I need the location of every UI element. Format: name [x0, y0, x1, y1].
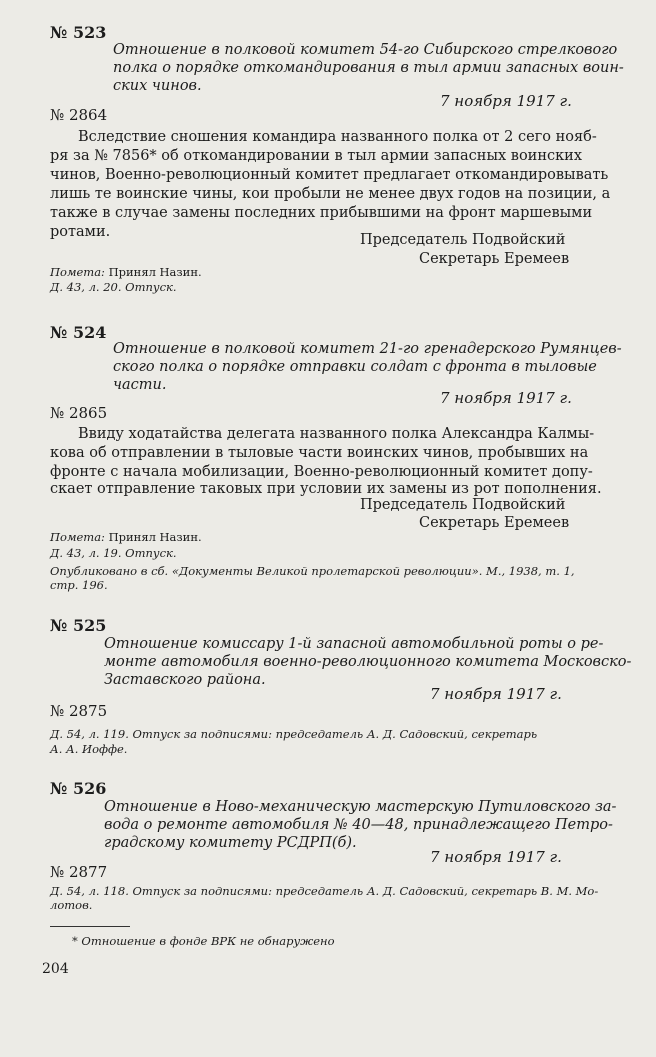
doc-524-date: 7 ноября 1917 г. — [440, 389, 572, 407]
doc-525-archive-ref: Д. 54, л. 119. Отпуск за подписями: председатель А. Д. Садовский, секретарь — [50, 727, 538, 741]
note-text: Принял Назин. — [104, 265, 202, 279]
doc-525-archive-ref: А. А. Иоффе. — [50, 742, 128, 756]
doc-524-archive-ref: Д. 43, л. 19. Отпуск. — [50, 546, 177, 560]
doc-524-publication-ref: Опубликовано в сб. «Документы Великой пролетарской революции». М., 1938, т. 1, — [50, 564, 575, 578]
doc-523-body-line: ря за № 7856* об откомандировании в тыл армии запасных воинских — [50, 148, 583, 164]
doc-526-number: № 526 — [50, 779, 107, 798]
doc-524-note — [50, 530, 202, 545]
doc-523-reg-number: № 2864 — [50, 106, 108, 124]
doc-524-signature-chair: Председатель Подвойский — [360, 497, 566, 513]
doc-524-signature-secretary: Секретарь Еремеев — [419, 515, 570, 531]
doc-525-number: № 525 — [50, 616, 107, 635]
doc-523-title-line: ских чинов. — [113, 78, 202, 94]
doc-524-body-line: скает отправление таковых при условии их замены из рот пополнения. — [50, 481, 602, 497]
doc-525-title-line: Заставского района. — [104, 672, 266, 688]
doc-523-title-line: полка о порядке откомандирования в тыл армии запасных воин- — [113, 60, 624, 76]
doc-526-archive-ref: Д. 54, л. 118. Отпуск за подписями: председатель А. Д. Садовский, секретарь В. М. Мо- — [50, 884, 599, 898]
doc-524-publication-ref: стр. 196. — [50, 578, 108, 592]
doc-526-date: 7 ноября 1917 г. — [430, 848, 562, 866]
doc-523-number: № 523 — [50, 23, 107, 42]
footnote-rule — [50, 926, 130, 927]
doc-525-title-line: Отношение комиссару 1-й запасной автомобильной роты о ре- — [104, 636, 604, 652]
doc-523-body-line: ротами. — [50, 224, 111, 240]
doc-523-body-line: чинов, Военно-революционный комитет предлагает откомандировывать — [50, 167, 609, 183]
doc-524-title-line: ского полка о порядке отправки солдат с фронта в тыловые — [113, 359, 597, 375]
doc-523-body-line: лишь те воинские чины, кои пробыли не менее двух годов на позиции, а — [50, 186, 611, 202]
doc-523-archive-ref: Д. 43, л. 20. Отпуск. — [50, 280, 177, 294]
doc-523-body-line: также в случае замены последних прибывшими на фронт маршевыми — [50, 205, 593, 221]
note-label: Помета: — [50, 265, 105, 279]
note-text: Принял Назин. — [104, 530, 202, 544]
doc-524-title-line: части. — [113, 377, 167, 393]
doc-525-title-line: монте автомобиля военно-революционного комитета Московско- — [104, 654, 632, 670]
doc-524-body-line: фронте с начала мобилизации, Военно-революционный комитет допу- — [50, 464, 593, 480]
doc-526-title-line: вода о ремонте автомобиля № 40—48, принадлежащего Петро- — [104, 817, 613, 833]
doc-526-reg-number: № 2877 — [50, 863, 108, 881]
doc-523-title-line: Отношение в полковой комитет 54-го Сибирского стрелкового — [113, 42, 618, 58]
doc-524-title-line: Отношение в полковой комитет 21-го гренадерского Румянцев- — [113, 341, 622, 357]
doc-523-signature-chair: Председатель Подвойский — [360, 232, 566, 248]
doc-524-reg-number: № 2865 — [50, 404, 108, 422]
doc-523-signature-secretary: Секретарь Еремеев — [419, 251, 570, 267]
doc-524-body-line: Ввиду ходатайства делегата названного полка Александра Калмы- — [78, 426, 595, 442]
footnote: * Отношение в фонде ВРК не обнаружено — [72, 934, 335, 948]
doc-523-date: 7 ноября 1917 г. — [440, 92, 572, 110]
doc-526-title-line: Отношение в Ново-механическую мастерскую Путиловского за- — [104, 799, 617, 815]
doc-525-date: 7 ноября 1917 г. — [430, 685, 562, 703]
doc-524-number: № 524 — [50, 323, 107, 342]
doc-524-body-line: кова об отправлении в тыловые части воинских чинов, пробывших на — [50, 445, 589, 461]
doc-523-note — [50, 265, 202, 280]
doc-526-archive-ref: лотов. — [50, 898, 93, 912]
doc-525-reg-number: № 2875 — [50, 702, 108, 720]
doc-523-body-line: Вследствие сношения командира названного полка от 2 сего нояб- — [78, 129, 597, 145]
doc-526-title-line: градскому комитету РСДРП(б). — [104, 835, 357, 851]
page-number: 204 — [42, 961, 69, 977]
note-label: Помета: — [50, 530, 105, 544]
